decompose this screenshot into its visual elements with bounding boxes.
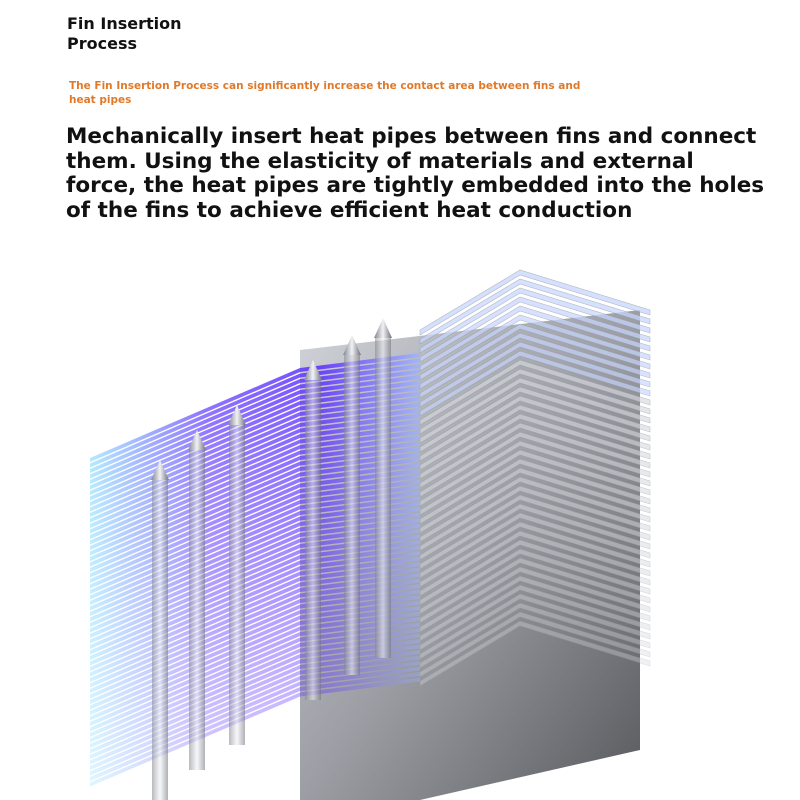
page-title: Fin Insertion Process	[67, 14, 182, 53]
headline: Mechanically insert heat pipes between fins and connect them. Using the elasticity of materials and external force, the heat pipes are tightly embedded into the holes of the fins to achieve efficient heat conduction	[66, 124, 765, 223]
heat-pipe	[344, 355, 360, 675]
heat-pipe	[229, 425, 245, 745]
heatsink-illustration	[0, 230, 800, 800]
heat-pipe-tip	[374, 318, 392, 338]
heat-pipe	[152, 480, 168, 800]
subtitle: The Fin Insertion Process can significantly increase the contact area between fins and heat pipes	[69, 80, 581, 106]
heat-pipe	[305, 380, 321, 700]
heat-pipe	[375, 338, 391, 658]
heat-pipe	[189, 450, 205, 770]
